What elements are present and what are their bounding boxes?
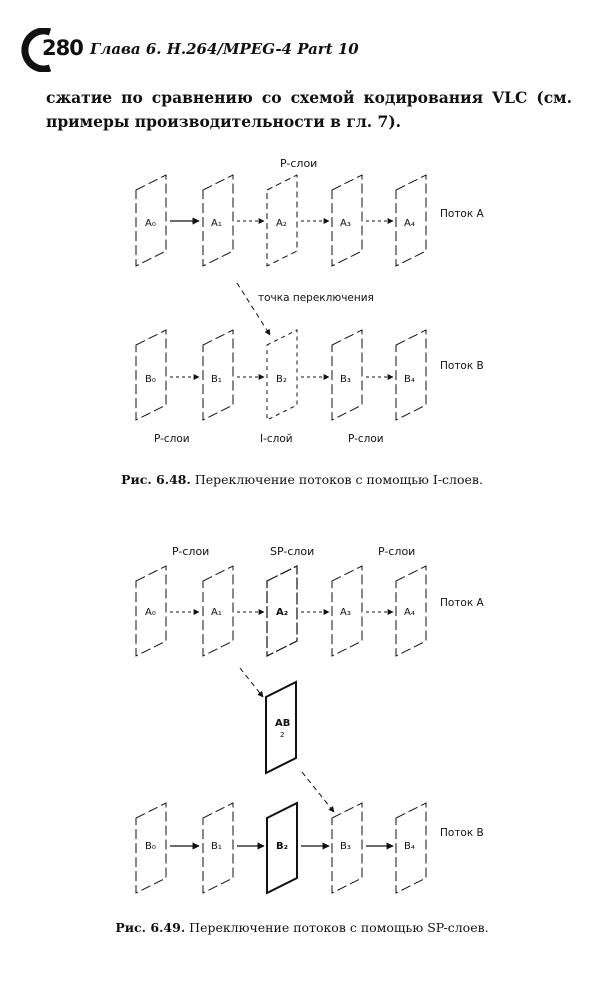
fig49-frame-b4 xyxy=(396,803,426,893)
fig48-bottom-label-p2: P-слои xyxy=(348,433,384,445)
chapter-title: Глава 6. H.264/MPEG-4 Part 10 xyxy=(90,40,359,58)
fig48-frame-b2-label: B₂ xyxy=(276,374,287,385)
fig49-frame-a1-label: A₁ xyxy=(211,607,222,618)
fig49-frame-a1 xyxy=(203,566,233,656)
fig48-frame-a1 xyxy=(203,175,233,266)
fig49-caption-text: Переключение потоков с помощью SP-слоев. xyxy=(189,920,489,935)
fig48-frame-b3-label: B₃ xyxy=(340,374,351,385)
fig49-frame-a2-label: A₂ xyxy=(276,607,289,618)
fig48-frame-a3-label: A₃ xyxy=(340,218,351,229)
fig49-frame-b0-label: B₀ xyxy=(145,841,156,852)
fig49-frame-ab-sub: 2 xyxy=(280,731,285,739)
fig49-frame-a0-label: A₀ xyxy=(145,607,156,618)
fig48-frame-a0 xyxy=(136,175,166,266)
fig49-frame-ab xyxy=(266,682,296,773)
fig49-frame-b3 xyxy=(332,803,362,893)
fig48-frame-a0-label: A₀ xyxy=(145,218,156,229)
fig49-caption-number: Рис. 6.49. xyxy=(115,920,186,935)
fig48-frame-b4 xyxy=(396,330,426,420)
fig48-frame-a3 xyxy=(332,175,362,266)
fig48-frame-b2 xyxy=(267,330,297,420)
fig48-frame-a2-label: A₂ xyxy=(276,218,287,229)
fig48-frame-b0-label: B₀ xyxy=(145,374,156,385)
fig49-top-label-p1: P-слои xyxy=(172,545,210,558)
fig48-frame-a4-label: A₄ xyxy=(404,218,415,229)
fig49-frame-a0 xyxy=(136,566,166,656)
fig48-frame-a4 xyxy=(396,175,426,266)
fig49-frame-ab-label: AB xyxy=(275,718,291,729)
fig49-frame-a4-label: A₄ xyxy=(404,607,415,618)
body-paragraph: сжатие по сравнению со схемой кодирования VLC (см. примеры производительности в гл. 7). xyxy=(46,88,572,131)
fig48-bottom-label-i: I-слой xyxy=(260,433,293,445)
fig48-frame-b1 xyxy=(203,330,233,420)
fig49-frame-a2 xyxy=(267,566,297,656)
fig48-frame-b3 xyxy=(332,330,362,420)
fig49-arrow-a1-ab xyxy=(240,668,263,697)
fig48-stream-b-label: Поток B xyxy=(440,360,484,372)
fig48-switch-label: точка переключения xyxy=(258,292,374,304)
fig49-frame-b2 xyxy=(267,803,297,893)
fig48-bottom-label-p1: P-слои xyxy=(154,433,190,445)
page-number: 280 xyxy=(42,36,83,60)
fig49-arrow-ab-b3 xyxy=(302,772,334,812)
fig49-frame-a4 xyxy=(396,566,426,656)
fig48-caption xyxy=(0,472,604,487)
fig48-caption-number: Рис. 6.48. xyxy=(121,472,191,487)
fig48-frame-a1-label: A₁ xyxy=(211,218,222,229)
fig48-frame-b1-label: B₁ xyxy=(211,374,222,385)
fig49-frame-b0 xyxy=(136,803,166,893)
fig49-frame-b4-label: B₄ xyxy=(404,841,415,852)
fig48-switch-arrow xyxy=(237,283,270,335)
fig48-frame-b4-label: B₄ xyxy=(404,374,415,385)
fig48-caption-text: Переключение потоков с помощью I-слоев. xyxy=(194,472,483,487)
fig49-caption xyxy=(0,920,604,935)
fig49-frame-b1-label: B₁ xyxy=(211,841,222,852)
fig48-frame-b0 xyxy=(136,330,166,420)
fig48-top-label: P-слои xyxy=(280,157,318,170)
fig49-frame-a3-label: A₃ xyxy=(340,607,351,618)
fig49-frame-b3-label: B₃ xyxy=(340,841,351,852)
fig49-stream-a-label: Поток A xyxy=(440,597,484,609)
fig49-frame-b2-label: B₂ xyxy=(276,841,289,852)
fig49-top-label-sp: SP-слои xyxy=(270,545,315,558)
fig48-stream-a-label: Поток A xyxy=(440,208,484,220)
figure-6-49 xyxy=(136,545,485,893)
fig49-stream-b-label: Поток B xyxy=(440,827,484,839)
fig48-frame-a2 xyxy=(267,175,297,266)
fig49-top-label-p2: P-слои xyxy=(378,545,416,558)
fig49-frame-a3 xyxy=(332,566,362,656)
fig49-frame-b1 xyxy=(203,803,233,893)
